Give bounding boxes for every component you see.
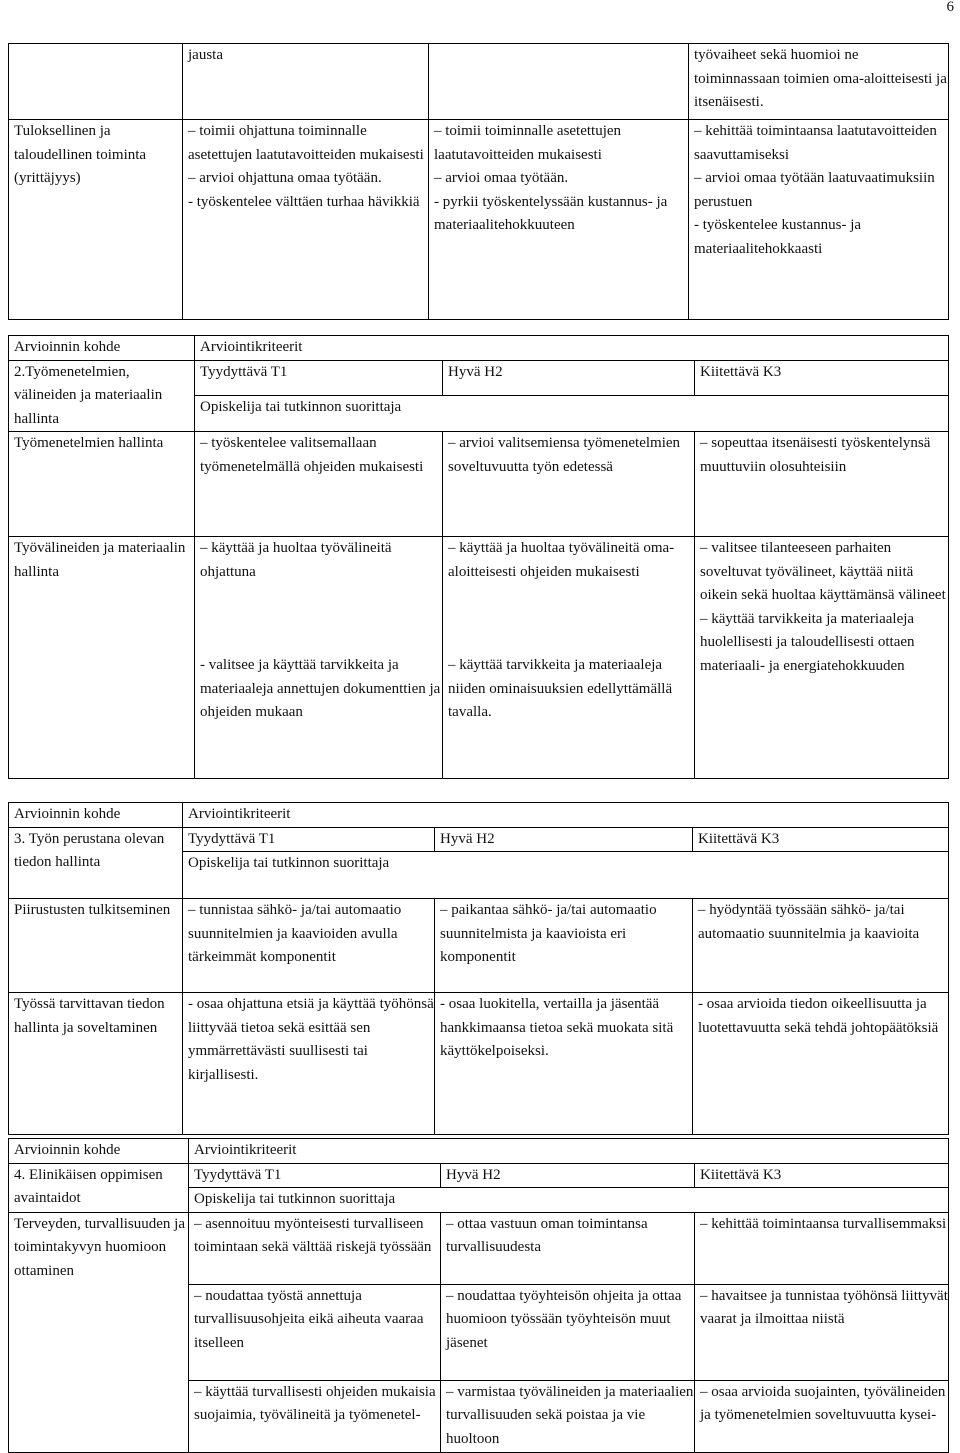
criterion-h2: – ottaa vastuun oman toimintansa turvallisuudesta: [441, 1212, 695, 1284]
grade-h2: Hyvä H2: [443, 360, 695, 396]
kohde-label: Arvioinnin kohde: [9, 336, 195, 361]
top-r2-k3: [689, 120, 949, 320]
opiskelija-label: Opiskelija tai tutkinnon suorittaja: [195, 396, 949, 432]
top-r1-c4: työvaiheet sekä huomioi ne toiminnassaan toimien oma-aloitteisesti ja itsenäisesti.: [689, 44, 949, 120]
section-2-table: [8, 335, 949, 779]
kriteerit-label: Arviointikriteerit: [195, 336, 949, 361]
criterion-h2: – noudattaa työyhteisön ohjeita ja ottaa huomioon työssään työyhteisön muut jäsenet: [441, 1284, 695, 1380]
row-label: Työssä tarvittavan tiedon hallinta ja soveltaminen: [9, 993, 183, 1135]
criterion-text: – toimii ohjattuna toiminnalle asetettujen laatutavoitteiden mukaisesti: [188, 123, 424, 163]
top-criteria-table: [8, 43, 949, 320]
row-label: Työvälineiden ja materiaalin hallinta: [9, 537, 195, 779]
grade-t1: Tyydyttävä T1: [195, 360, 443, 396]
criterion-text: - valitsee ja käyttää tarvikkeita ja materiaaleja annettujen dokumenttien ja ohjeiden mukaan: [200, 657, 441, 720]
row-label: Piirustusten tulkitseminen: [9, 899, 183, 993]
grade-t1: Tyydyttävä T1: [183, 827, 435, 852]
criterion-text: - työskentelee kustannus- ja materiaalitehokkaasti: [694, 217, 862, 257]
criterion-text: – käyttää tarvikkeita ja materiaaleja niiden ominaisuuksien edellyttämällä tavalla.: [448, 657, 673, 720]
criterion-text: – arvioi ohjattuna omaa työtään.: [188, 170, 382, 186]
criterion-t1: [195, 537, 443, 779]
criterion-t1: – tunnistaa sähkö- ja/tai automaatio suunnitelmien ja kaavioiden avulla tärkeimmät komponentit: [183, 899, 435, 993]
section-3-table: [8, 802, 949, 1135]
criterion-k3: – hyödyntää työssään sähkö- ja/tai automaatio suunnitelmia ja kaavioita: [693, 899, 949, 993]
top-r2-h2: [429, 120, 689, 320]
kohde-label: Arvioinnin kohde: [9, 1139, 189, 1164]
criterion-t1: – työskentelee valitsemallaan työmenetelmällä ohjeiden mukaisesti: [195, 432, 443, 537]
section-4-table: [8, 1138, 949, 1453]
criterion-t1: – käyttää turvallisesti ohjeiden mukaisia suojaimia, työvälineitä ja työmenetel-: [189, 1380, 441, 1452]
criterion-k3: [695, 537, 949, 779]
grade-k3: Kiitettävä K3: [693, 827, 949, 852]
criterion-t1: - osaa ohjattuna etsiä ja käyttää työhönsä liittyvää tietoa sekä esittää sen ymmärrettävästi suullisesti tai kirjallisesti.: [183, 993, 435, 1135]
top-r2-t1: [183, 120, 429, 320]
grade-k3: Kiitettävä K3: [695, 1163, 949, 1188]
criterion-k3: – osaa arvioida suojainten, työvälineiden ja työmenetelmien soveltuvuutta kysei-: [695, 1380, 949, 1452]
criterion-text: – käyttää ja huoltaa työvälineitä oma-aloitteisesti ohjeiden mukaisesti: [448, 540, 675, 580]
criterion-text: – käyttää tarvikkeita ja materiaaleja huolellisesti ja taloudellisesti ottaen materiaali- ja energiatehokkuuden: [700, 610, 915, 674]
kohde-label: Arvioinnin kohde: [9, 803, 183, 828]
section-title: 3. Työn perustana olevan tiedon hallinta: [9, 827, 183, 899]
top-r1-c3: [429, 44, 689, 120]
opiskelija-label: Opiskelija tai tutkinnon suorittaja: [189, 1188, 949, 1213]
criterion-h2: – arvioi valitsemiensa työmenetelmien soveltuvuutta työn edetessä: [443, 432, 695, 537]
section-title: 4. Elinikäisen oppimisen avaintaidot: [9, 1163, 189, 1212]
criterion-h2: – paikantaa sähkö- ja/tai automaatio suunnitelmista ja kaavioista eri komponentit: [435, 899, 693, 993]
grade-h2: Hyvä H2: [435, 827, 693, 852]
criterion-text: – arvioi omaa työtään laatuvaatimuksiin perustuen: [694, 170, 935, 210]
criterion-text: – käyttää ja huoltaa työvälineitä ohjattuna: [200, 540, 392, 580]
criterion-text: – arvioi omaa työtään.: [434, 170, 569, 186]
criterion-text: – kehittää toimintaansa laatutavoitteiden saavuttamiseksi: [694, 123, 937, 163]
kriteerit-label: Arviointikriteerit: [183, 803, 949, 828]
row-label: Terveyden, turvallisuuden ja toimintakyvyn huomioon ottaminen: [9, 1212, 189, 1452]
criterion-text: – valitsee tilanteeseen parhaiten soveltuvat työvälineet, käyttää niitä oikein sekä huoltaa käyttämänsä välineet: [700, 540, 946, 603]
criterion-h2: [443, 537, 695, 779]
grade-h2: Hyvä H2: [441, 1163, 695, 1188]
section-title: 2.Työmenetelmien, välineiden ja materiaalin hallinta: [9, 360, 195, 432]
criterion-h2: – varmistaa työvälineiden ja materiaalien turvallisuuden sekä poistaa ja vie huoltoon: [441, 1380, 695, 1452]
criterion-k3: - osaa arvioida tiedon oikeellisuutta ja luotettavuutta sekä tehdä johtopäätöksiä: [693, 993, 949, 1135]
grade-k3: Kiitettävä K3: [695, 360, 949, 396]
criterion-t1: – asennoituu myönteisesti turvalliseen toimintaan sekä välttää riskejä työssään: [189, 1212, 441, 1284]
opiskelija-label: Opiskelija tai tutkinnon suorittaja: [183, 852, 949, 899]
top-r1-c1: [9, 44, 183, 120]
criterion-k3: – sopeuttaa itsenäisesti työskentelynsä muuttuviin olosuhteisiin: [695, 432, 949, 537]
criterion-k3: – havaitsee ja tunnistaa työhönsä liittyvät vaarat ja ilmoittaa niistä: [695, 1284, 949, 1380]
grade-t1: Tyydyttävä T1: [189, 1163, 441, 1188]
row-label: Työmenetelmien hallinta: [9, 432, 195, 537]
top-r1-c2: jausta: [183, 44, 429, 120]
kriteerit-label: Arviointikriteerit: [189, 1139, 949, 1164]
page-number: 6: [946, 0, 954, 15]
criterion-text: - pyrkii työskentelyssään kustannus- ja materiaalitehokkuuteen: [434, 193, 668, 233]
criterion-k3: – kehittää toimintaansa turvallisemmaksi: [695, 1212, 949, 1284]
criterion-text: – toimii toiminnalle asetettujen laatutavoitteiden mukaisesti: [434, 123, 622, 163]
criterion-h2: - osaa luokitella, vertailla ja jäsentää hankkimaansa tietoa sekä muokata sitä käyttökelpoiseksi.: [435, 993, 693, 1135]
top-r2-label: Tuloksellinen ja taloudellinen toiminta (yrittäjyys): [9, 120, 183, 320]
criterion-t1: – noudattaa työstä annettuja turvallisuusohjeita eikä aiheuta vaaraa itselleen: [189, 1284, 441, 1380]
criterion-text: - työskentelee välttäen turhaa hävikkiä: [188, 193, 420, 210]
